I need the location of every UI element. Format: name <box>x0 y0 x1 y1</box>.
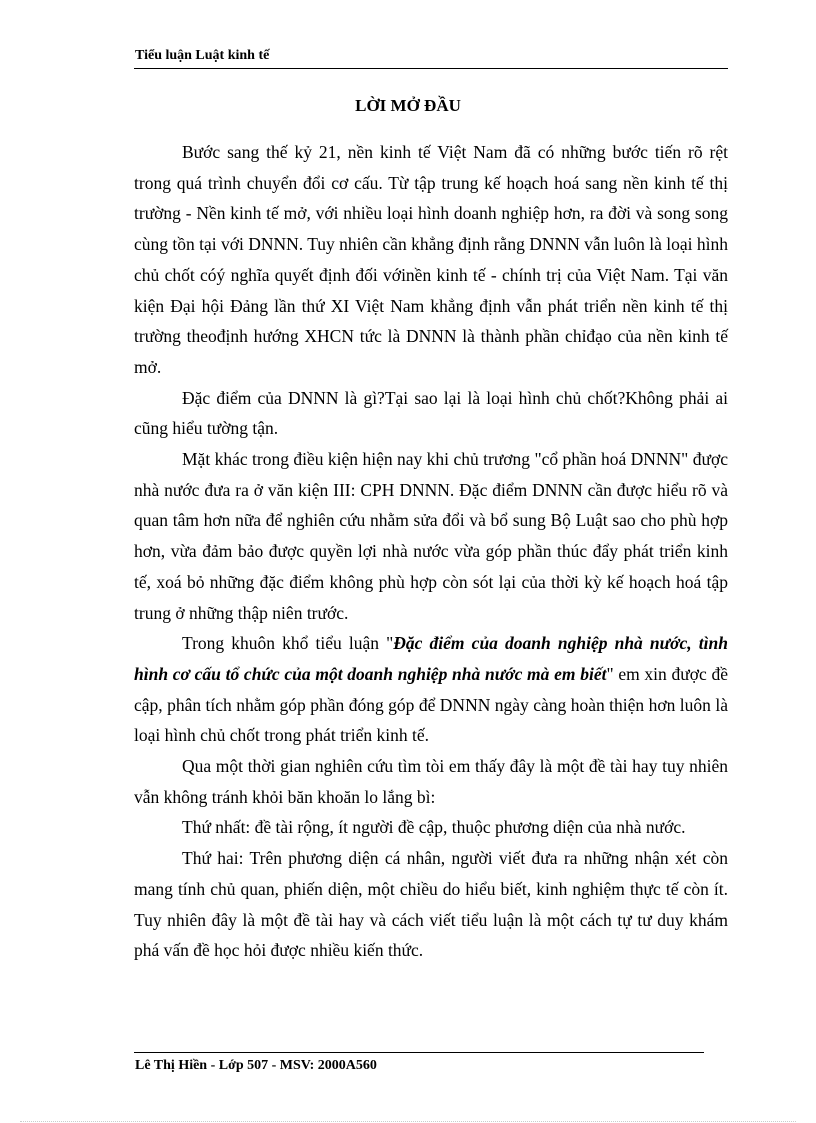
header-divider <box>134 68 728 69</box>
paragraph-5: Qua một thời gian nghiên cứu tìm tòi em thấy đây là một đề tài hay tuy nhiên vẫn không tránh khỏi băn khoăn lo lắng bì: <box>134 756 728 807</box>
page-bottom-border <box>20 1121 796 1122</box>
paragraph-4-intro: Trong khuôn khổ tiểu luận " <box>182 633 394 654</box>
paragraph-7: Thứ hai: Trên phương diện cá nhân, người viết đưa ra những nhận xét còn mang tính chủ quan, phiến diện, một chiều do hiểu biết, kinh nghiệm thực tế còn ít. Tuy nhiên đây là một đề tài hay và cách viết tiểu luận là một cách tự tư duy khám phá vấn đề học hỏi được nhiều kiến thức. <box>134 848 728 961</box>
page-footer: Lê Thị Hiền - Lớp 507 - MSV: 2000A560 <box>135 1058 377 1073</box>
paragraph-4 <box>134 628 728 751</box>
paragraph-2: Đặc điểm của DNNN là gì?Tại sao lại là loại hình chủ chốt?Không phải ai cũng hiểu tường tận. <box>134 387 728 439</box>
page-header: Tiểu luận Luật kinh tế <box>135 48 270 63</box>
document-body <box>134 137 728 966</box>
paragraph-3: Mặt khác trong điều kiện hiện nay khi chủ trương "cổ phần hoá DNNN" được nhà nước đưa ra ở văn kiện III: CPH DNNN. Đặc điểm DNNN cần được hiểu rõ và quan tâm hơn nữa để nghiên cứu nhằm sửa đổi và bổ sung Bộ Luật sao cho phù hợp hơn, vừa đảm bảo được quyền lợi nhà nước vừa góp phần thúc đẩy phát triển kinh tế, xoá bỏ những đặc điểm không phù hợp còn sót lại của thời kỳ kế hoạch hoá tập trung ở những thập niên trước. <box>134 449 728 623</box>
paragraph-4-rest: " em xin được đề cập, phân tích nhằm góp phần đóng góp để DNNN ngày càng hoàn thiện hơn luôn là loại hình chủ chốt trong phát triển kinh tế. <box>134 663 728 746</box>
essay-topic-title: Đặc điểm của doanh nghiệp nhà nước, tình hình cơ cấu tổ chức của một doanh nghiệp nhà nước mà em biết <box>134 633 728 684</box>
paragraph-1: Bước sang thế kỷ 21, nền kinh tế Việt Nam đã có những bước tiến rõ rệt trong quá trình chuyển đổi cơ cấu. Từ tập trung kế hoạch hoá sang nền kinh tế thị trường - Nền kinh tế mở, với nhiều loại hình doanh nghiệp hơn, ra đời và song song cùng tồn tại với DNNN. Tuy nhiên cần khẳng định rằng DNNN vẫn luôn là loại hình chủ chốt cóý nghĩa quyết định đối vớinền kinh tế - chính trị của Việt Nam. Tại văn kiện Đại hội Đảng lần thứ XI Việt Nam khẳng định vẫn phát triển nền kinh tế thị trường theođịnh hướng XHCN tức là DNNN là thành phần chỉđạo của nền kinh tế mở. <box>134 142 728 377</box>
page-title: LỜI MỞ ĐẦU <box>355 96 461 115</box>
paragraph-6: Thứ nhất: đề tài rộng, ít người đề cập, thuộc phương diện của nhà nước. <box>182 817 686 838</box>
footer-divider <box>134 1052 704 1053</box>
